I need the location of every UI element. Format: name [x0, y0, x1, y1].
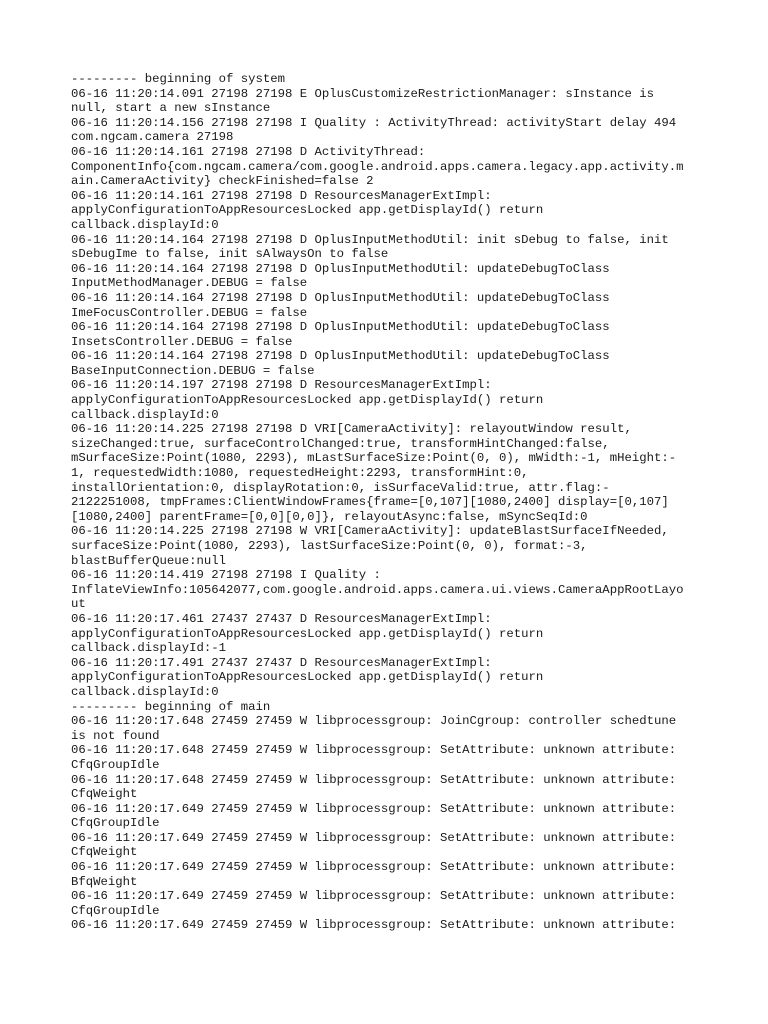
- log-line: --------- beginning of system: [71, 72, 286, 86]
- log-line: CfqGroupIdle: [71, 903, 160, 918]
- log-line: BaseInputConnection.DEBUG = false: [71, 363, 315, 378]
- log-line: CfqGroupIdle: [71, 816, 160, 831]
- log-line: 06-16 11:20:17.461 27437 27437 D ResourcesManagerExtImpl:: [71, 611, 492, 626]
- log-line: 06-16 11:20:14.164 27198 27198 D OplusInputMethodUtil: updateDebugToClass: [71, 320, 610, 335]
- log-line: 06-16 11:20:17.649 27459 27459 W libprocessgroup: SetAttribute: unknown attribute:: [71, 830, 677, 845]
- log-line: callback.displayId:0: [71, 684, 219, 699]
- log-line: 06-16 11:20:17.649 27459 27459 W libprocessgroup: SetAttribute: unknown attribute:: [71, 918, 677, 933]
- log-line: 06-16 11:20:17.648 27459 27459 W libprocessgroup: SetAttribute: unknown attribute:: [71, 743, 677, 758]
- log-line: installOrientation:0, displayRotation:0, isSurfaceValid:true, attr.flag:-: [71, 480, 610, 495]
- log-line: 06-16 11:20:17.649 27459 27459 W libprocessgroup: SetAttribute: unknown attribute:: [71, 801, 677, 816]
- log-line: applyConfigurationToAppResourcesLocked app.getDisplayId() return: [71, 203, 544, 218]
- log-line: 06-16 11:20:14.225 27198 27198 W VRI[CameraActivity]: updateBlastSurfaceIfNeeded,: [71, 524, 669, 539]
- log-line: callback.displayId:-1: [71, 641, 226, 656]
- log-line: 1, requestedWidth:1080, requestedHeight:2293, transformHint:0,: [71, 466, 529, 481]
- log-line: 06-16 11:20:14.225 27198 27198 D VRI[CameraActivity]: relayoutWindow result,: [71, 422, 632, 437]
- log-line: 06-16 11:20:17.649 27459 27459 W libprocessgroup: SetAttribute: unknown attribute:: [71, 889, 677, 904]
- log-line: is not found: [71, 728, 160, 743]
- log-text: [71, 72, 711, 933]
- log-line: 06-16 11:20:17.648 27459 27459 W libprocessgroup: JoinCgroup: controller schedtune: [71, 714, 677, 729]
- log-line: 06-16 11:20:14.419 27198 27198 I Quality :: [71, 568, 381, 583]
- log-line: ComponentInfo{com.ngcam.camera/com.google.android.apps.camera.legacy.app.activity.m: [71, 159, 684, 174]
- log-line: ImeFocusController.DEBUG = false: [71, 305, 308, 320]
- log-line: null, start a new sInstance: [71, 101, 271, 116]
- log-line: 06-16 11:20:14.164 27198 27198 D OplusInputMethodUtil: updateDebugToClass: [71, 349, 610, 364]
- log-line: callback.displayId:0: [71, 407, 219, 422]
- log-line: 06-16 11:20:17.491 27437 27437 D ResourcesManagerExtImpl:: [71, 655, 492, 670]
- log-line: applyConfigurationToAppResourcesLocked app.getDisplayId() return: [71, 626, 544, 641]
- log-line: applyConfigurationToAppResourcesLocked app.getDisplayId() return: [71, 670, 544, 685]
- log-line: CfqWeight: [71, 845, 138, 860]
- log-line: sDebugIme to false, init sAlwaysOn to false: [71, 247, 389, 262]
- log-line: 06-16 11:20:14.164 27198 27198 D OplusInputMethodUtil: init sDebug to false, init: [71, 232, 669, 247]
- log-line: 06-16 11:20:14.161 27198 27198 D ResourcesManagerExtImpl:: [71, 188, 492, 203]
- log-line: mSurfaceSize:Point(1080, 2293), mLastSurfaceSize:Point(0, 0), mWidth:-1, mHeight:-: [71, 451, 677, 466]
- log-line: com.ngcam.camera 27198: [71, 130, 234, 145]
- log-line: 2122251008, tmpFrames:ClientWindowFrames{frame=[0,107][1080,2400] display=[0,107]: [71, 495, 669, 510]
- log-line: [1080,2400] parentFrame=[0,0][0,0]}, relayoutAsync:false, mSyncSeqId:0: [71, 509, 588, 524]
- log-line: CfqGroupIdle: [71, 757, 160, 772]
- log-line: callback.displayId:0: [71, 217, 219, 232]
- log-line: BfqWeight: [71, 874, 138, 889]
- log-line: 06-16 11:20:14.197 27198 27198 D ResourcesManagerExtImpl:: [71, 378, 492, 393]
- log-line: blastBufferQueue:null: [71, 553, 226, 568]
- log-line: applyConfigurationToAppResourcesLocked app.getDisplayId() return: [71, 393, 544, 408]
- log-line: 06-16 11:20:14.161 27198 27198 D ActivityThread:: [71, 144, 426, 159]
- log-line: InflateViewInfo:105642077,com.google.android.apps.camera.ui.views.CameraAppRootLayo: [71, 582, 684, 597]
- log-line: sizeChanged:true, surfaceControlChanged:true, transformHintChanged:false,: [71, 436, 610, 451]
- log-line: 06-16 11:20:14.156 27198 27198 I Quality : ActivityThread: activityStart delay 494: [71, 115, 677, 130]
- log-line: ut: [71, 597, 86, 612]
- log-line: 06-16 11:20:17.649 27459 27459 W libprocessgroup: SetAttribute: unknown attribute:: [71, 860, 677, 875]
- log-line: CfqWeight: [71, 787, 138, 802]
- log-line: 06-16 11:20:17.648 27459 27459 W libprocessgroup: SetAttribute: unknown attribute:: [71, 772, 677, 787]
- log-line: ain.CameraActivity} checkFinished=false 2: [71, 174, 374, 189]
- log-line: InsetsController.DEBUG = false: [71, 334, 293, 349]
- log-line: 06-16 11:20:14.164 27198 27198 D OplusInputMethodUtil: updateDebugToClass: [71, 261, 610, 276]
- log-line: InputMethodManager.DEBUG = false: [71, 276, 308, 291]
- log-line: 06-16 11:20:14.164 27198 27198 D OplusInputMethodUtil: updateDebugToClass: [71, 290, 610, 305]
- log-line: --------- beginning of main: [71, 699, 271, 714]
- log-line: 06-16 11:20:14.091 27198 27198 E OplusCustomizeRestrictionManager: sInstance is: [71, 86, 654, 101]
- log-line: surfaceSize:Point(1080, 2293), lastSurfaceSize:Point(0, 0), format:-3,: [71, 539, 588, 553]
